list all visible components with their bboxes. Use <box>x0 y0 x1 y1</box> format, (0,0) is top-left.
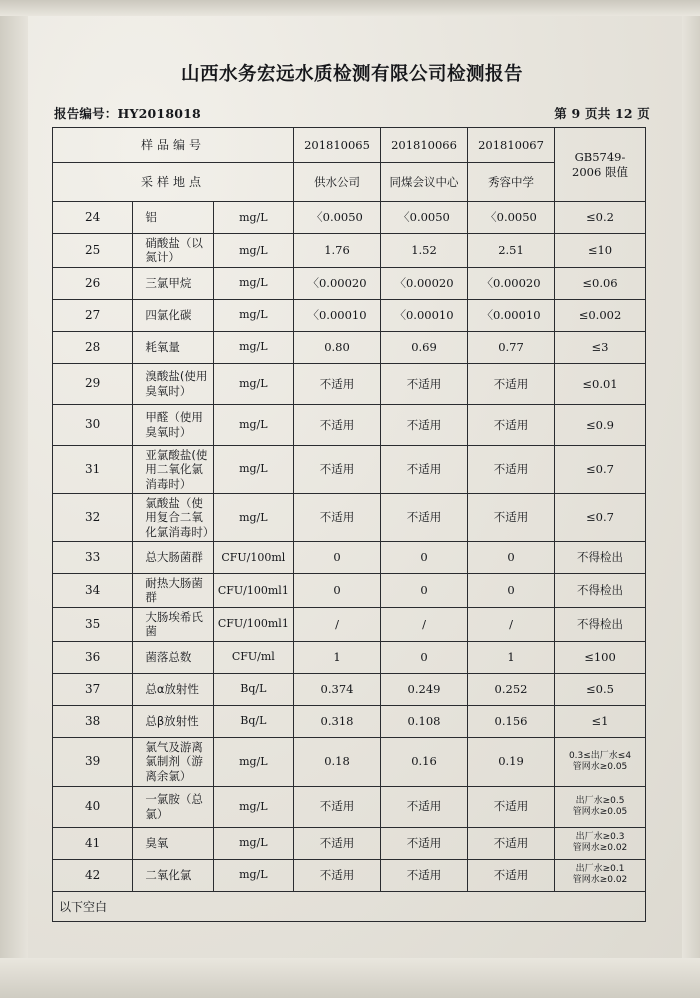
row-unit: CFU/ml <box>213 641 293 673</box>
table-row <box>53 404 646 445</box>
row-standard-limit: ≤1 <box>555 705 646 737</box>
row-measured-value: 0.249 <box>381 673 468 705</box>
row-parameter-name: 亚氯酸盐(使用二氧化氯消毒时） <box>133 445 213 493</box>
row-unit: Bq/L <box>213 673 293 705</box>
row-unit: mg/L <box>213 493 293 541</box>
row-measured-value: 〈0.00020 <box>468 267 555 299</box>
row-measured-value: 0 <box>468 542 555 574</box>
row-measured-value: 1.76 <box>294 234 381 268</box>
row-index: 29 <box>53 363 133 404</box>
report-number: 报告编号：HY2018018 <box>54 106 201 121</box>
row-unit: mg/L <box>213 404 293 445</box>
row-standard-limit-line: 出厂水≥0.3 <box>575 832 625 843</box>
header-sampling-site: 同煤会议中心 <box>381 163 468 202</box>
row-measured-value: 0.252 <box>468 673 555 705</box>
row-unit: mg/L <box>213 267 293 299</box>
table-row <box>53 786 646 827</box>
table-row <box>53 331 646 363</box>
header-sampling-site-text: 采样地点 <box>140 174 205 189</box>
report-meta <box>52 104 652 127</box>
row-measured-value: 不适用 <box>468 404 555 445</box>
row-standard-limit-line: 管网水≥0.02 <box>572 843 628 853</box>
row-unit: Bq/L <box>213 705 293 737</box>
row-index: 33 <box>53 542 133 574</box>
row-standard-limit: ≤0.2 <box>555 202 646 234</box>
row-index: 28 <box>53 331 133 363</box>
row-index: 25 <box>53 234 133 268</box>
row-standard-limit-line: 管网水≥0.05 <box>572 761 628 772</box>
row-unit: mg/L <box>213 786 293 827</box>
row-standard-limit: ≤10 <box>555 234 646 268</box>
table-row <box>53 737 646 786</box>
row-measured-value: 1 <box>468 641 555 673</box>
table-row <box>53 493 646 541</box>
row-measured-value: 不适用 <box>381 404 468 445</box>
row-parameter-name: 溴酸盐(使用臭氧时） <box>133 363 213 404</box>
row-measured-value: 〈0.0050 <box>468 202 555 234</box>
row-parameter-name: 一氯胺（总氯） <box>133 786 213 827</box>
row-parameter-name: 总β放射性 <box>133 705 213 737</box>
table-row <box>53 859 646 891</box>
header-sample-no-text: 样品编号 <box>140 137 205 152</box>
row-standard-limit: ≤0.7 <box>555 493 646 541</box>
row-measured-value: 0 <box>294 542 381 574</box>
table-row <box>53 542 646 574</box>
row-index: 27 <box>53 299 133 331</box>
row-standard-limit <box>555 737 646 786</box>
header-sample-number: 201810065 <box>294 128 381 163</box>
row-standard-limit-line: 出厂水≥0.1 <box>575 864 625 875</box>
row-parameter-name: 氯气及游离氯制剂（游离余氯） <box>133 737 213 786</box>
row-index: 39 <box>53 737 133 786</box>
row-standard-limit: ≤0.01 <box>555 363 646 404</box>
row-index: 36 <box>53 641 133 673</box>
row-parameter-name: 总大肠菌群 <box>133 542 213 574</box>
row-index: 31 <box>53 445 133 493</box>
row-index: 37 <box>53 673 133 705</box>
row-unit: mg/L <box>213 827 293 859</box>
page-edge-top <box>0 0 700 16</box>
row-measured-value: 不适用 <box>294 786 381 827</box>
row-unit: mg/L <box>213 331 293 363</box>
row-unit: CFU/100ml1 <box>213 607 293 641</box>
row-measured-value: 0.19 <box>468 737 555 786</box>
row-unit: mg/L <box>213 737 293 786</box>
row-parameter-name: 大肠埃希氏菌 <box>133 607 213 641</box>
row-measured-value: 0 <box>468 574 555 608</box>
table-row <box>53 299 646 331</box>
row-measured-value: 不适用 <box>294 445 381 493</box>
row-unit: CFU/100ml <box>213 542 293 574</box>
row-measured-value: 不适用 <box>381 363 468 404</box>
row-measured-value: 不适用 <box>294 859 381 891</box>
row-standard-limit: ≤100 <box>555 641 646 673</box>
header-standard-limit-label <box>555 128 646 202</box>
table-row <box>53 202 646 234</box>
row-measured-value: 0.318 <box>294 705 381 737</box>
row-parameter-name: 氯酸盐（使用复合二氧化氯消毒时） <box>133 493 213 541</box>
row-unit: mg/L <box>213 445 293 493</box>
row-standard-limit: ≤0.5 <box>555 673 646 705</box>
row-standard-limit: ≤0.7 <box>555 445 646 493</box>
row-standard-limit: 不得检出 <box>555 574 646 608</box>
table-row <box>53 363 646 404</box>
row-measured-value: 1 <box>294 641 381 673</box>
header-sampling-site: 秀容中学 <box>468 163 555 202</box>
row-measured-value: 不适用 <box>381 786 468 827</box>
row-index: 41 <box>53 827 133 859</box>
row-measured-value: 不适用 <box>294 404 381 445</box>
row-index: 24 <box>53 202 133 234</box>
row-measured-value: 0 <box>381 574 468 608</box>
row-measured-value: 不适用 <box>381 827 468 859</box>
row-parameter-name: 耐热大肠菌群 <box>133 574 213 608</box>
row-measured-value: / <box>294 607 381 641</box>
row-parameter-name: 臭氧 <box>133 827 213 859</box>
row-standard-limit <box>555 827 646 859</box>
row-measured-value: 不适用 <box>468 827 555 859</box>
header-sample-number: 201810066 <box>381 128 468 163</box>
row-measured-value: / <box>468 607 555 641</box>
row-index: 42 <box>53 859 133 891</box>
page-edge-right <box>682 0 700 998</box>
table-row <box>53 234 646 268</box>
row-index: 26 <box>53 267 133 299</box>
header-sample-number: 201810067 <box>468 128 555 163</box>
row-measured-value: 0.374 <box>294 673 381 705</box>
row-parameter-name: 铝 <box>133 202 213 234</box>
row-measured-value: 不适用 <box>468 363 555 404</box>
table-row <box>53 827 646 859</box>
row-index: 35 <box>53 607 133 641</box>
row-standard-limit <box>555 859 646 891</box>
row-unit: mg/L <box>213 202 293 234</box>
header-standard-limit-line2: 2006 限值 <box>572 164 628 179</box>
row-measured-value: 0 <box>381 641 468 673</box>
row-measured-value: 不适用 <box>381 493 468 541</box>
row-measured-value: 〈0.00010 <box>294 299 381 331</box>
row-measured-value: 0 <box>381 542 468 574</box>
row-measured-value: 不适用 <box>294 827 381 859</box>
row-measured-value: 〈0.0050 <box>294 202 381 234</box>
footer-note: 以下空白 <box>52 892 646 922</box>
row-index: 34 <box>53 574 133 608</box>
row-measured-value: 不适用 <box>294 363 381 404</box>
row-parameter-name: 耗氧量 <box>133 331 213 363</box>
row-measured-value: 不适用 <box>294 493 381 541</box>
row-standard-limit <box>555 786 646 827</box>
report-content <box>52 60 652 922</box>
row-index: 32 <box>53 493 133 541</box>
row-measured-value: 2.51 <box>468 234 555 268</box>
row-standard-limit: ≤0.06 <box>555 267 646 299</box>
results-table <box>52 127 646 892</box>
row-measured-value: 0.18 <box>294 737 381 786</box>
row-measured-value: 〈0.00010 <box>381 299 468 331</box>
header-sampling-site-label <box>53 163 294 202</box>
page-number: 第 9 页共 12 页 <box>554 106 650 121</box>
page-edge-left <box>0 0 28 998</box>
row-measured-value: 不适用 <box>468 786 555 827</box>
row-standard-limit: ≤0.9 <box>555 404 646 445</box>
row-parameter-name: 总α放射性 <box>133 673 213 705</box>
row-standard-limit-line: 出厂水≥0.5 <box>575 795 625 806</box>
table-row <box>53 641 646 673</box>
row-standard-limit: ≤3 <box>555 331 646 363</box>
row-unit: mg/L <box>213 234 293 268</box>
row-unit: mg/L <box>213 363 293 404</box>
page-edge-bottom <box>0 958 700 998</box>
header-standard-limit-line1: GB5749- <box>574 150 626 165</box>
row-standard-limit: ≤0.002 <box>555 299 646 331</box>
row-measured-value: 〈0.00020 <box>294 267 381 299</box>
row-index: 38 <box>53 705 133 737</box>
row-standard-limit: 不得检出 <box>555 607 646 641</box>
row-measured-value: 〈0.00020 <box>381 267 468 299</box>
row-index: 40 <box>53 786 133 827</box>
row-measured-value: / <box>381 607 468 641</box>
row-measured-value: 1.52 <box>381 234 468 268</box>
row-measured-value: 〈0.00010 <box>468 299 555 331</box>
row-standard-limit-line: 管网水≥0.02 <box>572 875 628 885</box>
page-title: 山西水务宏远水质检测有限公司检测报告 <box>180 64 523 85</box>
header-sample-no-label <box>53 128 294 163</box>
row-parameter-name: 硝酸盐（以氮计） <box>133 234 213 268</box>
table-row <box>53 673 646 705</box>
row-parameter-name: 三氯甲烷 <box>133 267 213 299</box>
row-parameter-name: 甲醛（使用臭氧时） <box>133 404 213 445</box>
row-measured-value: 不适用 <box>468 859 555 891</box>
row-parameter-name: 菌落总数 <box>133 641 213 673</box>
row-index: 30 <box>53 404 133 445</box>
row-measured-value: 0.77 <box>468 331 555 363</box>
row-measured-value: 0 <box>294 574 381 608</box>
table-row <box>53 574 646 608</box>
row-measured-value: 不适用 <box>468 445 555 493</box>
row-measured-value: 0.16 <box>381 737 468 786</box>
row-parameter-name: 四氯化碳 <box>133 299 213 331</box>
header-sampling-site: 供水公司 <box>294 163 381 202</box>
table-header-sample-no-row <box>53 128 646 163</box>
table-row <box>53 267 646 299</box>
row-standard-limit: 不得检出 <box>555 542 646 574</box>
row-standard-limit-line: 管网水≥0.05 <box>572 806 628 817</box>
row-unit: mg/L <box>213 859 293 891</box>
row-measured-value: 0.80 <box>294 331 381 363</box>
row-parameter-name: 二氧化氯 <box>133 859 213 891</box>
table-row <box>53 445 646 493</box>
row-unit: CFU/100ml1 <box>213 574 293 608</box>
table-row <box>53 607 646 641</box>
row-measured-value: 0.108 <box>381 705 468 737</box>
row-measured-value: 不适用 <box>381 859 468 891</box>
row-measured-value: 〈0.0050 <box>381 202 468 234</box>
row-measured-value: 不适用 <box>468 493 555 541</box>
row-standard-limit-line: 0.3≤出厂水≤4 <box>568 750 632 761</box>
table-row <box>53 705 646 737</box>
row-measured-value: 0.69 <box>381 331 468 363</box>
row-measured-value: 0.156 <box>468 705 555 737</box>
row-unit: mg/L <box>213 299 293 331</box>
row-measured-value: 不适用 <box>381 445 468 493</box>
